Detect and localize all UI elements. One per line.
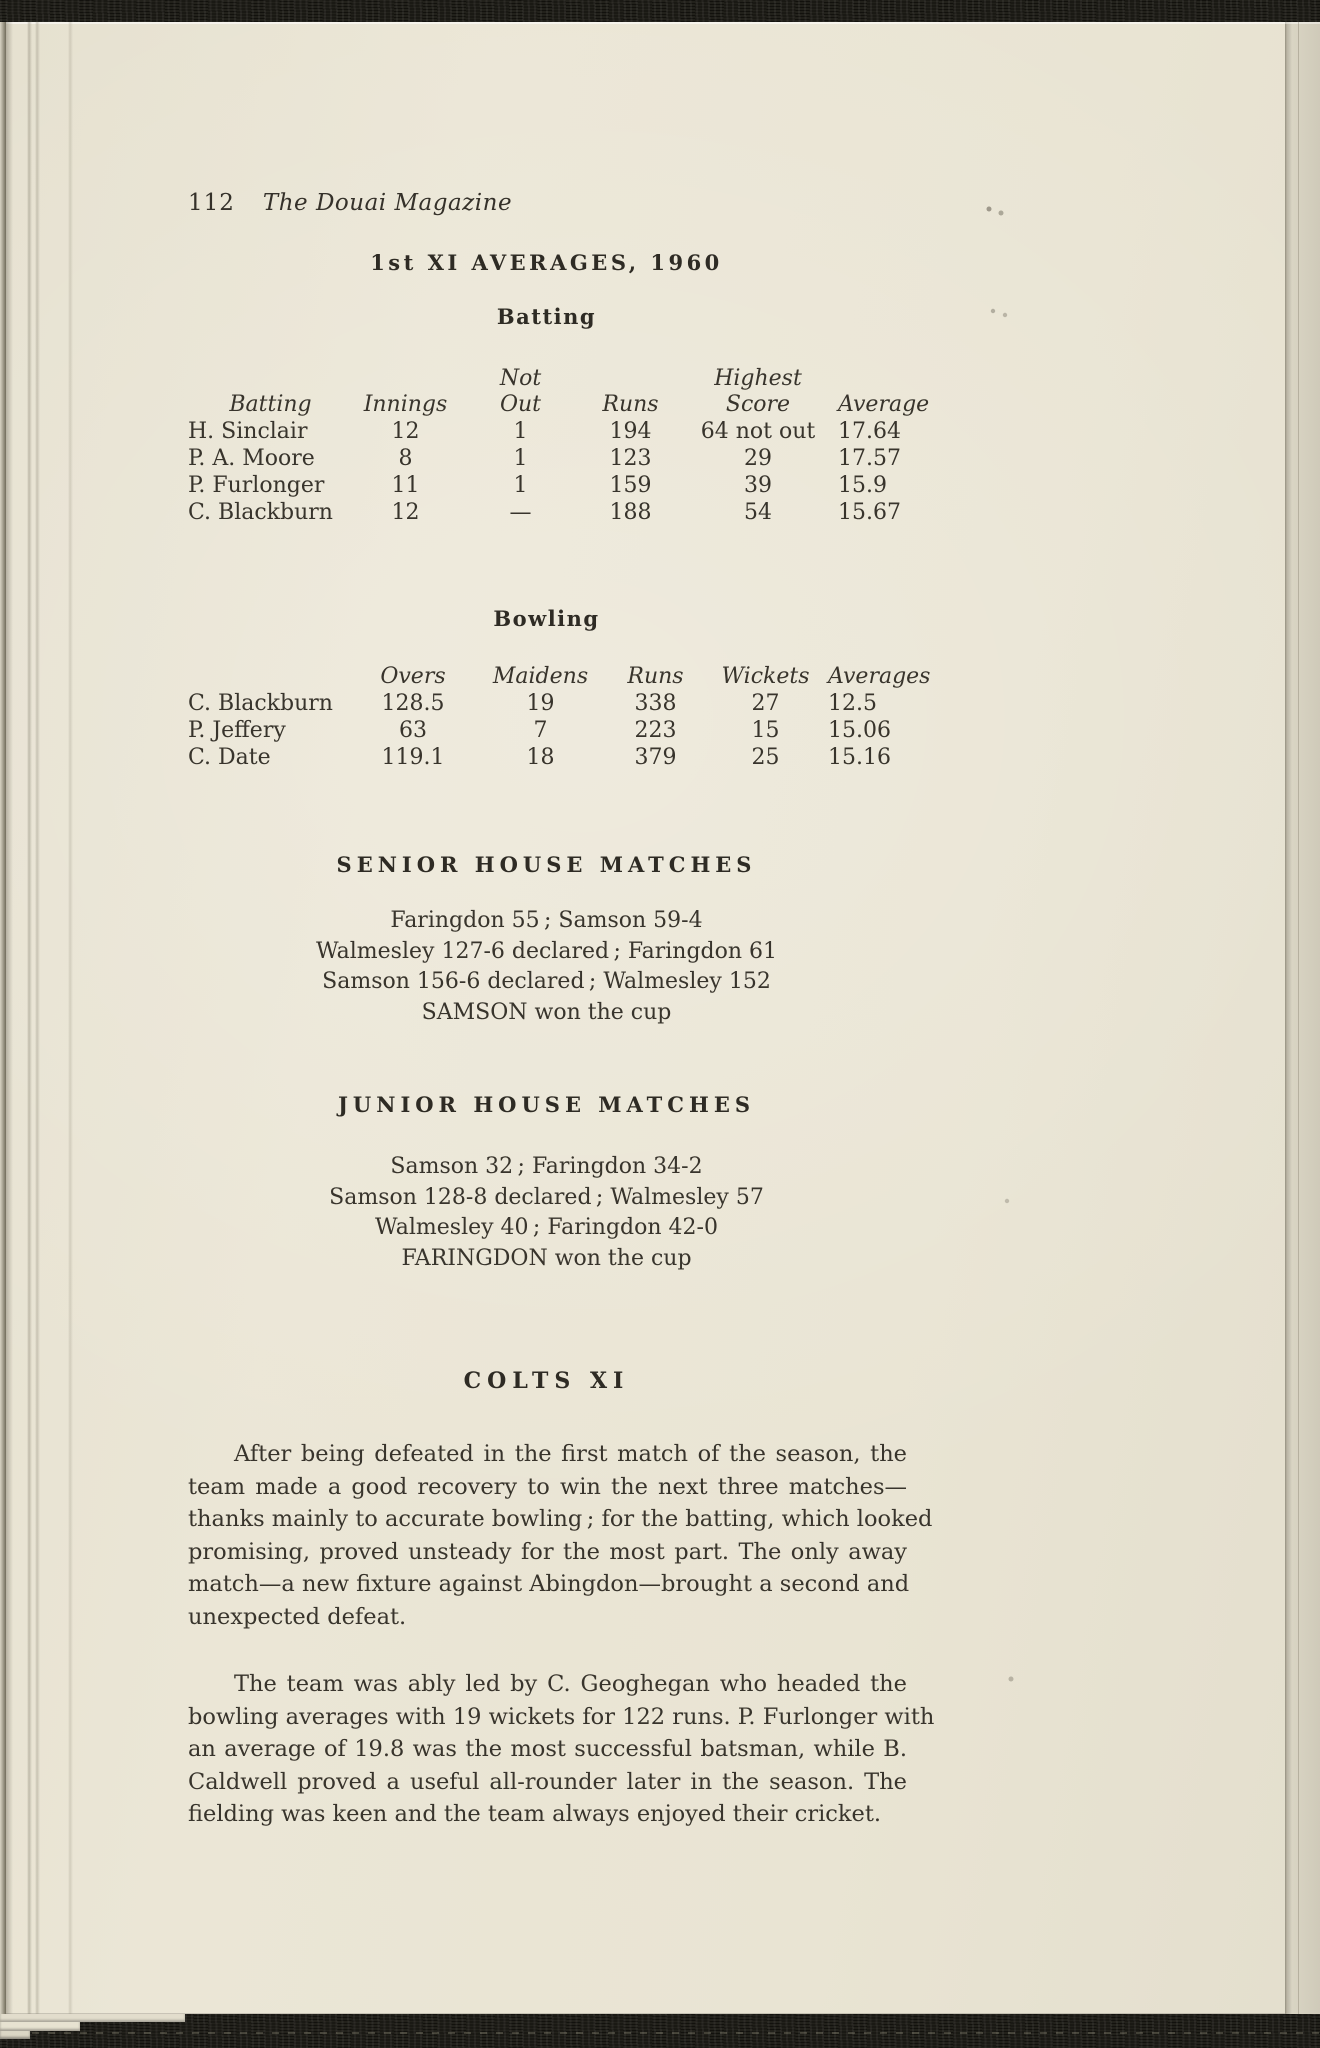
empty-header-cell (188, 366, 353, 392)
paragraph-line: team made a good recovery to win the next three matches— (188, 1473, 907, 1500)
paragraph-line: fielding was keen and the team always enjoyed their cricket. (188, 1801, 882, 1828)
innings-value: 8 (398, 446, 413, 471)
highest-value: 29 (744, 446, 772, 471)
bowling-header-row (188, 664, 928, 690)
col-header-out: Out (499, 392, 542, 417)
player-name: C. Blackburn (188, 691, 333, 716)
paragraph-line: an average of 19.8 was the most successful batsman, while B. (188, 1736, 907, 1763)
runs-value: 188 (609, 500, 652, 525)
magazine-page (6, 22, 1285, 2014)
average-value: 15.16 (828, 745, 891, 770)
batting-row (188, 445, 928, 472)
empty-header-cell (188, 664, 353, 690)
match-result-line: Walmesley 127-6 declared ; Faringdon 61 (315, 938, 778, 964)
colts-xi-heading: COLTS XI (463, 1368, 630, 1394)
average-value: 17.64 (838, 419, 901, 444)
innings-value: 12 (391, 500, 420, 525)
col-header-not: Not (499, 366, 542, 391)
cup-winner-line: SAMSON won the cup (421, 999, 672, 1025)
bowling-heading: Bowling (493, 606, 600, 631)
player-name: C. Date (188, 745, 271, 770)
senior-house-matches-results (188, 906, 905, 1028)
runs-value: 338 (634, 691, 677, 716)
notout-value: — (509, 500, 532, 525)
colts-paragraph-1 (188, 1438, 933, 1634)
col-header-average: Average (838, 392, 930, 417)
player-name: C. Blackburn (188, 500, 333, 525)
match-result-line: Faringdon 55 ; Samson 59-4 (390, 908, 703, 933)
paragraph-line: thanks mainly to accurate bowling ; for the batting, which looked (188, 1506, 933, 1533)
empty-header-cell (583, 366, 678, 392)
col-header-batting: Batting (229, 392, 312, 417)
batting-header-row-top (188, 366, 928, 392)
overs-value: 63 (399, 718, 427, 743)
bowling-row (188, 744, 928, 771)
junior-house-matches-results (188, 1152, 905, 1274)
empty-header-cell (838, 366, 928, 392)
runs-value: 223 (634, 718, 677, 743)
junior-house-matches-heading: JUNIOR HOUSE MATCHES (338, 1092, 755, 1117)
paragraph-line: Caldwell proved a useful all-rounder later in the season. The (188, 1768, 907, 1795)
overs-value: 128.5 (381, 691, 445, 716)
maidens-value: 7 (533, 718, 548, 743)
match-result-line: Samson 156-6 declared ; Walmesley 152 (322, 969, 771, 994)
average-value: 15.9 (838, 473, 887, 498)
cup-winner-line: FARINGDON won the cup (401, 1245, 692, 1271)
player-name: P. Jeffery (188, 718, 286, 743)
player-name: P. Furlonger (188, 473, 325, 498)
match-result-line: Samson 128-8 declared ; Walmesley 57 (329, 1184, 764, 1210)
page-corner-step (0, 2022, 80, 2031)
runs-value: 159 (609, 473, 652, 498)
paragraph-line: The team was ably led by C. Geoghegan who headed the (234, 1671, 907, 1697)
batting-row (188, 418, 928, 445)
match-result-line: Walmesley 40 ; Faringdon 42-0 (375, 1215, 718, 1240)
page-corner-step (0, 2014, 185, 2022)
maidens-value: 18 (526, 745, 555, 770)
senior-house-matches-heading: SENIOR HOUSE MATCHES (336, 852, 757, 877)
col-header-overs: Overs (380, 664, 446, 689)
col-header-maidens: Maidens (492, 664, 589, 689)
player-name: H. Sinclair (188, 419, 308, 444)
paragraph-line: promising, proved unsteady for the most part. The only away (188, 1538, 907, 1565)
wickets-value: 15 (751, 718, 780, 743)
page-stack-right-edge (1285, 22, 1320, 2014)
page-corner-step (0, 2031, 30, 2039)
averages-title: 1st XI AVERAGES, 1960 (370, 250, 723, 275)
average-value: 17.57 (838, 446, 901, 471)
col-header-runs: Runs (627, 664, 684, 689)
col-header-runs: Runs (602, 392, 659, 417)
notout-value: 1 (513, 419, 528, 444)
paragraph-line: bowling averages with 19 wickets for 122 runs. P. Furlonger with (188, 1703, 935, 1730)
notout-value: 1 (513, 446, 528, 471)
average-value: 15.06 (828, 718, 891, 743)
player-name: P. A. Moore (188, 446, 315, 471)
runs-value: 194 (609, 419, 652, 444)
running-header (188, 190, 905, 216)
col-header-innings: Innings (363, 392, 448, 417)
magazine-title: The Douai Magazine (262, 190, 513, 216)
bowling-row (188, 690, 928, 717)
page-number: 112 (188, 190, 235, 216)
wickets-value: 27 (751, 691, 780, 716)
batting-row (188, 472, 928, 499)
dust-specks (6, 22, 8, 24)
maidens-value: 19 (526, 691, 555, 716)
highest-value: 39 (744, 473, 772, 498)
book-cover-top-edge (0, 0, 1320, 22)
colts-paragraph-2 (188, 1668, 935, 1831)
bowling-table (188, 664, 931, 771)
empty-header-cell (353, 366, 458, 392)
highest-value: 54 (744, 500, 772, 525)
average-value: 12.5 (828, 691, 877, 716)
batting-header-row (188, 392, 928, 418)
bowling-row (188, 717, 928, 744)
innings-value: 11 (391, 473, 420, 498)
runs-value: 379 (634, 745, 677, 770)
paragraph-line: After being defeated in the first match of the season, the (234, 1441, 907, 1467)
batting-heading: Batting (496, 304, 597, 329)
paragraph-line: unexpected defeat. (188, 1603, 407, 1630)
innings-value: 12 (391, 419, 420, 444)
page-left-edge-creases (6, 22, 96, 2014)
col-header-highest: Highest (714, 366, 802, 391)
average-value: 15.67 (838, 500, 901, 525)
match-result-line: Samson 32 ; Faringdon 34-2 (390, 1154, 703, 1179)
highest-value: 64 not out (700, 419, 816, 444)
col-header-score: Score (725, 392, 791, 417)
batting-table (188, 366, 928, 526)
runs-value: 123 (609, 446, 652, 471)
col-header-averages: Averages (828, 664, 931, 689)
wickets-value: 25 (751, 745, 780, 770)
book-cover-bottom-edge (0, 2014, 1320, 2048)
col-header-wickets: Wickets (721, 664, 810, 689)
batting-row (188, 499, 928, 526)
overs-value: 119.1 (381, 745, 445, 770)
paragraph-line: match—a new fixture against Abingdon—brought a second and (188, 1571, 910, 1598)
notout-value: 1 (513, 473, 528, 498)
